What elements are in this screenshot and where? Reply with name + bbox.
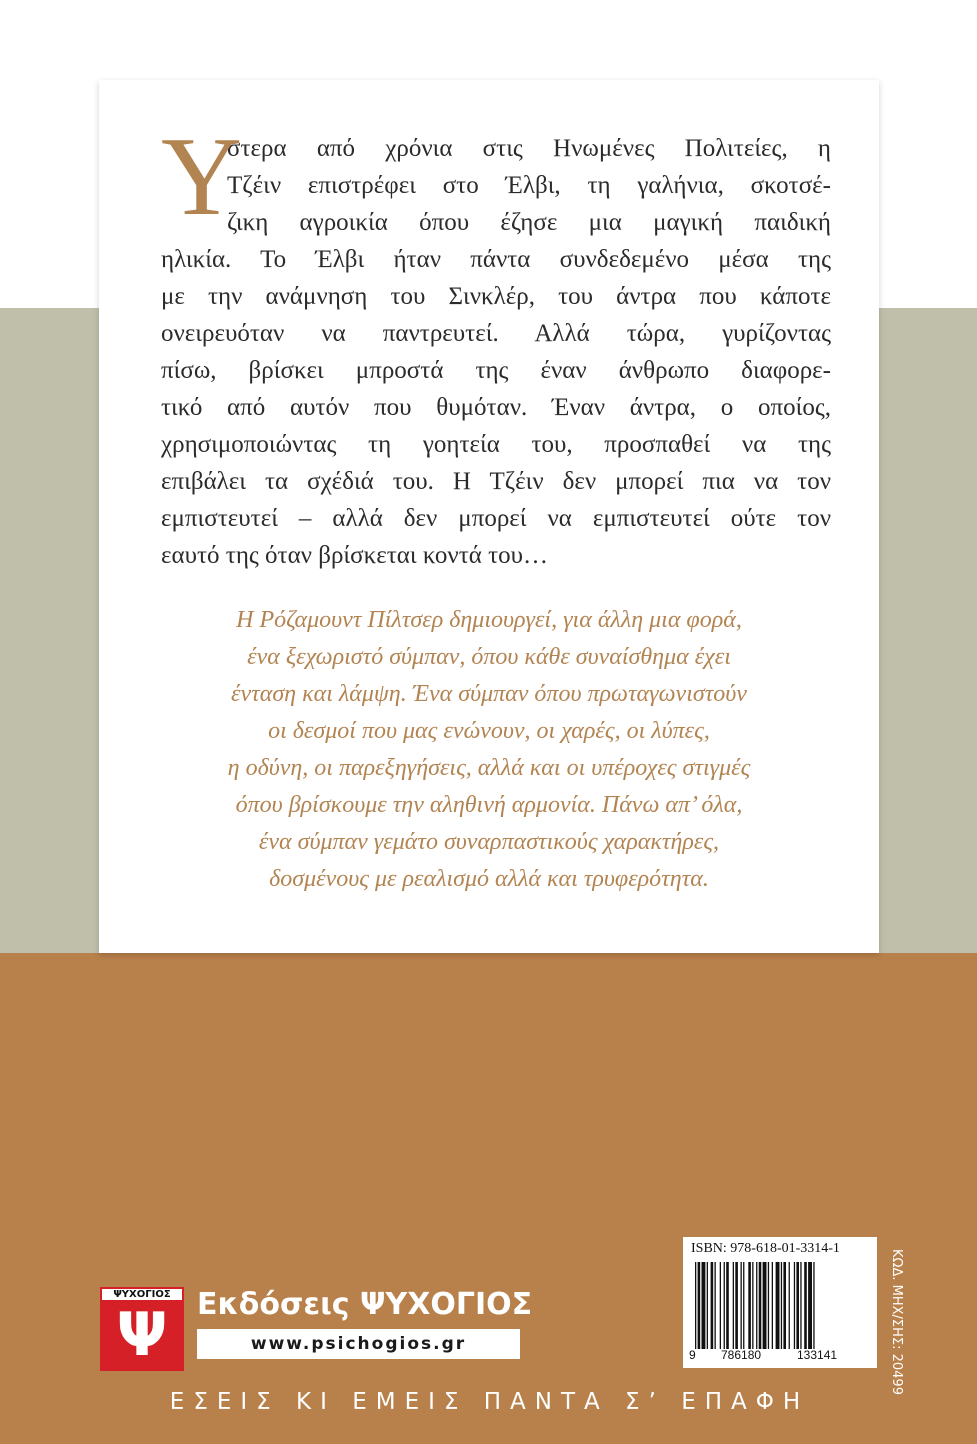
- barcode-image: [693, 1262, 869, 1349]
- blurb-line: Η Ρόζαμουντ Πίλτσερ δημιουργεί, για άλλη μια φορά,: [236, 607, 742, 633]
- barcode-bar: [735, 1262, 738, 1349]
- synopsis-line: χρησιμοποιώντας τη γοητεία του, προσπαθεί να της: [161, 431, 831, 458]
- barcode-bar: [707, 1262, 708, 1349]
- barcode-digits-left: 786180: [721, 1348, 762, 1362]
- blurb-line: ένα ξεχωριστό σύμπαν, όπου κάθε συναίσθημα έχει: [247, 644, 731, 670]
- barcode-bar: [715, 1262, 716, 1349]
- text-panel: [99, 80, 879, 953]
- barcode-bar: [804, 1262, 807, 1349]
- synopsis-line: εμπιστευτεί – αλλά δεν μπορεί να εμπιστευτεί ούτε τον: [161, 505, 831, 532]
- barcode-bar: [733, 1262, 734, 1349]
- barcode-bar: [695, 1262, 696, 1349]
- barcode-bar: [794, 1262, 795, 1349]
- barcode-digits-right: 133141: [797, 1348, 838, 1362]
- barcode-bar: [720, 1262, 721, 1349]
- publisher-logo: [100, 1287, 184, 1371]
- barcode-bar: [813, 1262, 814, 1349]
- blurb-line: η οδύνη, οι παρεξηγήσεις, αλλά και οι υπέροχες στιγμές: [227, 755, 751, 781]
- barcode-bar: [768, 1262, 769, 1349]
- synopsis-line: εαυτό της όταν βρίσκεται κοντά του…: [161, 542, 549, 569]
- barcode-bar: [724, 1262, 725, 1349]
- barcode-bar: [789, 1262, 790, 1349]
- barcode-bar: [763, 1262, 767, 1349]
- synopsis-line: με την ανάμνηση του Σινκλέρ, του άντρα που κάποτε: [161, 283, 831, 310]
- barcode-bar: [748, 1262, 751, 1349]
- barcode-digits: [683, 1347, 877, 1363]
- blurb-line: όπου βρίσκουμε την αληθινή αρμονία. Πάνω απ’ όλα,: [235, 792, 743, 818]
- barcode-bar: [698, 1262, 701, 1349]
- drop-cap: Υ: [161, 115, 242, 239]
- psi-icon: Ψ: [116, 1300, 168, 1370]
- barcode-bar: [800, 1262, 801, 1349]
- synopsis-line: τικό από αυτόν που θυμόταν. Έναν άντρα, ο οποίος,: [161, 394, 831, 421]
- publisher-name: Εκδόσεις ΨΥΧΟΓΙΟΣ: [197, 1287, 533, 1322]
- author-blurb: [119, 602, 859, 898]
- barcode-bar: [743, 1262, 744, 1349]
- synopsis-text: [161, 115, 831, 574]
- catalog-code: ΚΩΔ. ΜΗΧ/ΣΗΣ: 20499: [889, 1249, 904, 1395]
- synopsis-line: Τζέιν επιστρέφει στο Έλβι, τη γαλήνια, σκοτσέ-: [227, 172, 831, 199]
- barcode-bar: [756, 1262, 757, 1349]
- logo-label: ΨΥΧΟΓΙΟΣ: [100, 1287, 184, 1302]
- blurb-line: δοσμένους με ρεαλισμό αλλά και τρυφερότητα.: [269, 866, 709, 892]
- barcode-bar: [726, 1262, 729, 1349]
- barcode-bar: [796, 1262, 799, 1349]
- publisher-url: www.psichogios.gr: [197, 1329, 520, 1359]
- blurb-line: ένα σύμπαν γεμάτο συναρπαστικούς χαρακτήρες,: [258, 829, 720, 855]
- barcode-bar: [808, 1262, 812, 1349]
- barcode-bar: [702, 1262, 706, 1349]
- synopsis-line: επιβάλει τα σχέδιά του. Η Τζέιν δεν μπορεί πια να τον: [161, 468, 831, 495]
- blurb-line: οι δεσμοί που μας ενώνουν, οι χαρές, οι λύπες,: [268, 718, 710, 744]
- barcode-panel: [683, 1237, 877, 1368]
- synopsis-line: ονειρευόταν να παντρευτεί. Αλλά τώρα, γυρίζοντας: [161, 320, 831, 347]
- isbn-number: ISBN: 978-618-01-3314-1: [691, 1241, 840, 1256]
- barcode-digit-first: 9: [689, 1348, 696, 1362]
- barcode-bar: [781, 1262, 782, 1349]
- barcode-bar: [783, 1262, 786, 1349]
- publisher-slogan: ΕΣΕΙΣ ΚΙ ΕΜΕΙΣ ΠΑΝΤΑ Σ’ ΕΠΑΦΗ: [169, 1389, 810, 1415]
- blurb-line: ένταση και λάμψη. Ένα σύμπαν όπου πρωταγωνιστούν: [231, 681, 747, 707]
- barcode-bar: [741, 1262, 742, 1349]
- barcode-bar: [776, 1262, 780, 1349]
- synopsis-line: πίσω, βρίσκει μπροστά της έναν άνθρωπο διαφορε-: [161, 357, 831, 384]
- barcode-bar: [711, 1262, 714, 1349]
- barcode-bar: [772, 1262, 773, 1349]
- synopsis-line: ηλικία. Το Έλβι ήταν πάντα συνδεδεμένο μέσα της: [161, 246, 831, 273]
- barcode-bar: [759, 1262, 762, 1349]
- synopsis-line: ζικη αγροικία όπου έζησε μια μαγική παιδική: [227, 209, 831, 236]
- synopsis-line: στερα από χρόνια στις Ηνωμένες Πολιτείες, η: [227, 135, 831, 162]
- barcode-bar: [752, 1262, 753, 1349]
